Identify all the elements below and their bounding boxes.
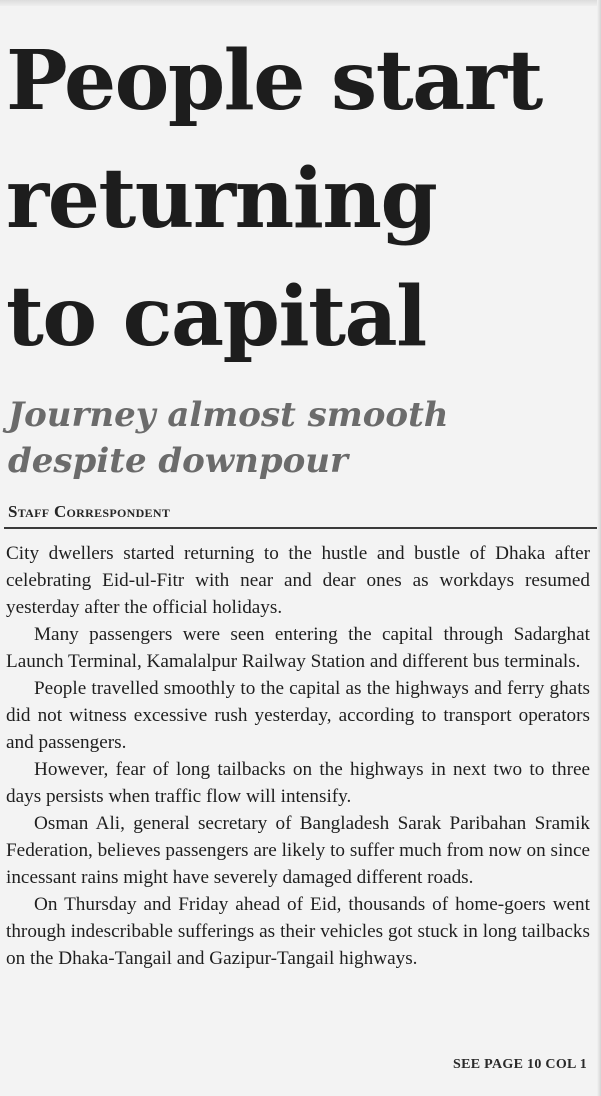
paragraph: City dwellers started returning to the hustle and bustle of Dhaka after celebrating Eid-ul-Fitr with near and dear ones as workdays resumed yesterday after the official holidays. bbox=[6, 543, 590, 618]
subheadline-line: despite downpour bbox=[8, 441, 348, 481]
paragraph: However, fear of long tailbacks on the highways in next two to three days persists when traffic flow will intensify. bbox=[6, 759, 590, 807]
subheadline-line: Journey almost smooth bbox=[8, 395, 449, 435]
continuation-jump: SEE PAGE 10 COL 1 bbox=[453, 1057, 587, 1072]
paragraph: Many passengers were seen entering the capital through Sadarghat Launch Terminal, Kamalalpur Railway Station and different bus terminals. bbox=[6, 624, 590, 672]
paragraph: On Thursday and Friday ahead of Eid, thousands of home-goers went through indescribable sufferings as their vehicles got stuck in long tailbacks on the Dhaka-Tangail and Gazipur-Tangail highways. bbox=[6, 894, 590, 969]
paragraph: People travelled smoothly to the capital as the highways and ferry ghats did not witness excessive rush yesterday, according to transport operators and passengers. bbox=[6, 678, 590, 753]
byline-divider bbox=[4, 527, 598, 529]
headline-line: to capital bbox=[6, 269, 426, 365]
top-border bbox=[0, 0, 601, 6]
page-edge bbox=[597, 0, 601, 1096]
paragraph: Osman Ali, general secretary of Bangladesh Sarak Paribahan Sramik Federation, believes passengers are likely to suffer much from now on since incessant rains might have severely damaged different roads. bbox=[6, 813, 590, 888]
subheadline bbox=[8, 392, 588, 484]
article-body bbox=[6, 540, 590, 972]
byline: Staff Correspondent bbox=[8, 502, 171, 521]
headline bbox=[6, 22, 596, 376]
headline-line: returning bbox=[6, 151, 437, 247]
headline-line: People start bbox=[6, 33, 542, 129]
